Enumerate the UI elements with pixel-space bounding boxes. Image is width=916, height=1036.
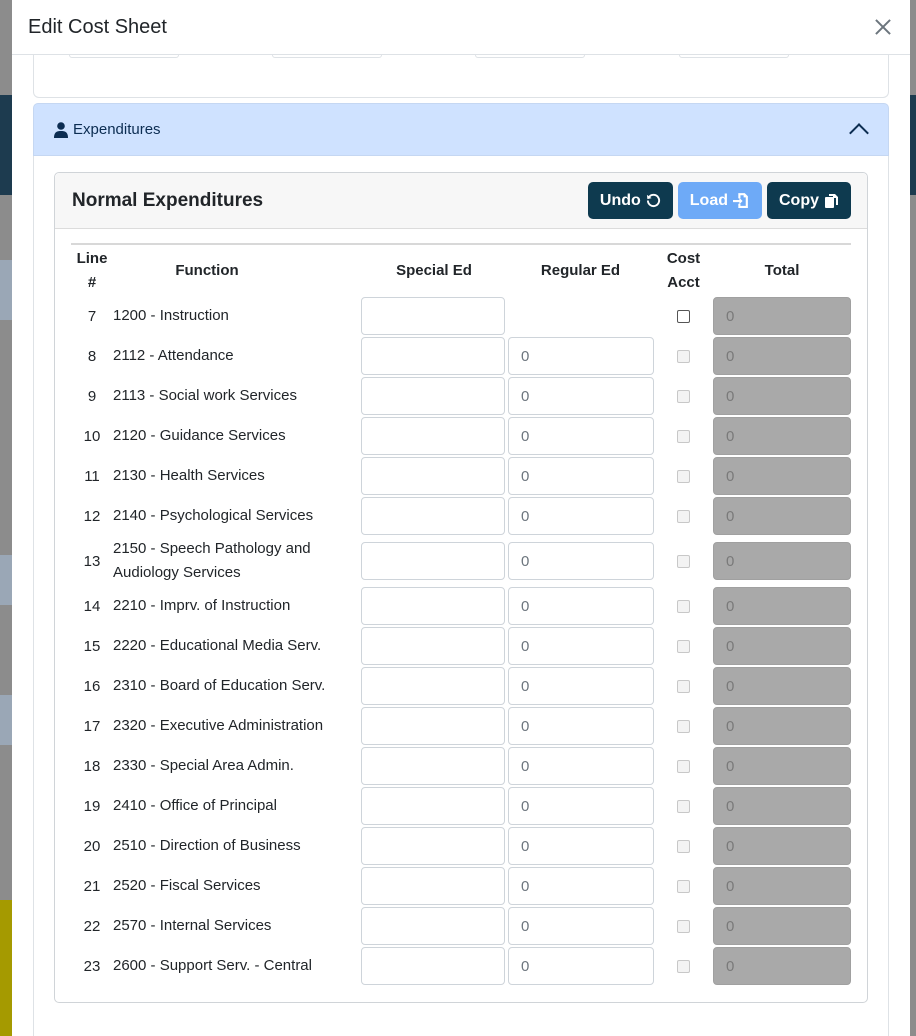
line-number: 12: [83, 507, 101, 525]
total-cell: [713, 747, 851, 785]
regular-ed-input[interactable]: 0: [508, 707, 654, 745]
special-ed-cell: [361, 542, 507, 580]
total-input: 0: [713, 747, 851, 785]
special-ed-input[interactable]: [361, 947, 505, 985]
cost-acct-cell: [654, 555, 713, 568]
normal-expenditures-card: [54, 172, 868, 1003]
function-name: 2210 - Imprv. of Instruction: [113, 597, 291, 614]
total-cell: [713, 667, 851, 705]
chevron-up-icon[interactable]: [849, 123, 869, 143]
accordion-title: Expenditures: [73, 121, 161, 138]
special-ed-cell: [361, 297, 507, 335]
background-panel: [0, 695, 12, 745]
function-name: 2150 - Speech Pathology and Audiology Services: [113, 540, 311, 581]
special-ed-input[interactable]: [361, 827, 505, 865]
person-icon: [54, 122, 68, 138]
cost-acct-cell: [654, 720, 713, 733]
special-ed-input[interactable]: [361, 867, 505, 905]
special-ed-cell: [361, 417, 507, 455]
cost-acct-cell: [654, 800, 713, 813]
table-row: [71, 866, 851, 906]
special-ed-input[interactable]: [361, 337, 505, 375]
regular-ed-input[interactable]: 0: [508, 497, 654, 535]
line-number: 16: [83, 677, 101, 695]
total-cell: [713, 587, 851, 625]
header-cost-acct: Cost Acct: [666, 249, 701, 291]
total-cell: [713, 627, 851, 665]
regular-ed-input[interactable]: 0: [508, 627, 654, 665]
special-ed-cell: [361, 907, 507, 945]
line-number: 21: [83, 877, 101, 895]
previous-section-card: [33, 55, 889, 98]
line-number: 11: [84, 467, 100, 485]
total-input: 0: [713, 787, 851, 825]
cost-acct-checkbox: [677, 555, 690, 568]
function-name: 2510 - Direction of Business: [113, 837, 301, 854]
cost-acct-checkbox: [677, 840, 690, 853]
special-ed-input[interactable]: [361, 417, 505, 455]
cost-acct-checkbox[interactable]: [677, 310, 690, 323]
total-cell: [713, 867, 851, 905]
cost-acct-cell: [654, 510, 713, 523]
background-panel: [0, 555, 12, 605]
edit-cost-sheet-modal: [12, 0, 910, 1036]
cost-acct-cell: [654, 600, 713, 613]
regular-ed-input[interactable]: 0: [508, 587, 654, 625]
special-ed-input[interactable]: [361, 707, 505, 745]
undo-label: Undo: [599, 191, 641, 209]
special-ed-cell: [361, 337, 507, 375]
total-input: 0: [713, 667, 851, 705]
cost-acct-cell: [654, 350, 713, 363]
close-icon[interactable]: [870, 14, 896, 40]
cost-acct-checkbox: [677, 640, 690, 653]
copy-label: Copy: [779, 191, 819, 209]
line-number: 20: [83, 837, 101, 855]
function-name: 2320 - Executive Administration: [113, 717, 324, 734]
header-regular-ed: Regular Ed: [540, 261, 621, 279]
regular-ed-input[interactable]: 0: [508, 827, 654, 865]
total-input: 0: [713, 457, 851, 495]
special-ed-cell: [361, 867, 507, 905]
total-cell: [713, 707, 851, 745]
table-row: [71, 536, 851, 586]
regular-ed-input[interactable]: 0: [508, 417, 654, 455]
regular-ed-cell: [507, 667, 654, 705]
special-ed-cell: [361, 827, 507, 865]
table-row: [71, 376, 851, 416]
regular-ed-cell: [507, 627, 654, 665]
undo-icon: [646, 193, 661, 208]
line-number: 19: [83, 797, 101, 815]
line-number: 14: [83, 597, 101, 615]
table-row: [71, 746, 851, 786]
total-input: 0: [713, 827, 851, 865]
total-cell: [713, 787, 851, 825]
cost-acct-checkbox: [677, 920, 690, 933]
card-actions: [588, 182, 851, 219]
special-ed-cell: [361, 747, 507, 785]
cost-acct-cell: [654, 960, 713, 973]
cost-acct-cell: [654, 390, 713, 403]
table-row: [71, 786, 851, 826]
function-name: 2130 - Health Services: [113, 467, 265, 484]
table-row: [71, 706, 851, 746]
table-header: [71, 243, 851, 296]
regular-ed-cell: [507, 542, 654, 580]
header-line: Line #: [76, 249, 108, 291]
line-number: 7: [87, 307, 97, 325]
table-row: [71, 416, 851, 456]
regular-ed-input[interactable]: 0: [508, 542, 654, 580]
total-cell: [713, 497, 851, 535]
background-panel: [0, 900, 12, 1036]
function-name: 2112 - Attendance: [113, 347, 234, 364]
special-ed-cell: [361, 587, 507, 625]
total-input: 0: [713, 707, 851, 745]
total-cell: [713, 907, 851, 945]
line-number: 22: [83, 917, 101, 935]
field-stub: [475, 55, 585, 58]
cost-acct-checkbox: [677, 510, 690, 523]
function-name: 2520 - Fiscal Services: [113, 877, 261, 894]
function-name: 2310 - Board of Education Serv.: [113, 677, 326, 694]
total-cell: [713, 337, 851, 375]
regular-ed-cell: [507, 787, 654, 825]
line-number: 23: [83, 957, 101, 975]
cost-acct-checkbox: [677, 350, 690, 363]
function-name: 2120 - Guidance Services: [113, 427, 286, 444]
cost-acct-cell: [654, 470, 713, 483]
cost-acct-checkbox: [677, 600, 690, 613]
line-number: 9: [87, 387, 97, 405]
table-row: [71, 586, 851, 626]
special-ed-input[interactable]: [361, 297, 505, 335]
regular-ed-input[interactable]: 0: [508, 787, 654, 825]
cost-acct-cell: [654, 880, 713, 893]
function-name: 2570 - Internal Services: [113, 917, 272, 934]
regular-ed-cell: [507, 587, 654, 625]
line-number: 8: [87, 347, 97, 365]
total-cell: [713, 297, 851, 335]
function-name: 2113 - Social work Services: [113, 387, 297, 404]
header-special-ed: Special Ed: [396, 261, 472, 279]
line-number: 13: [83, 552, 101, 570]
function-name: 2140 - Psychological Services: [113, 507, 314, 524]
total-input: 0: [713, 907, 851, 945]
cost-acct-checkbox: [677, 960, 690, 973]
total-input: 0: [713, 542, 851, 580]
total-cell: [713, 377, 851, 415]
total-cell: [713, 947, 851, 985]
line-number: 18: [83, 757, 101, 775]
table-row: [71, 336, 851, 376]
card-title: Normal Expenditures: [72, 189, 264, 211]
line-number: 15: [83, 637, 101, 655]
special-ed-input[interactable]: [361, 787, 505, 825]
total-input: 0: [713, 947, 851, 985]
line-number: 17: [83, 717, 101, 735]
special-ed-cell: [361, 947, 507, 985]
regular-ed-cell: [507, 747, 654, 785]
background-panel: [0, 260, 12, 320]
special-ed-cell: [361, 377, 507, 415]
special-ed-cell: [361, 667, 507, 705]
total-input: 0: [713, 297, 851, 335]
regular-ed-cell: [507, 497, 654, 535]
total-input: 0: [713, 627, 851, 665]
special-ed-cell: [361, 787, 507, 825]
cost-acct-checkbox: [677, 390, 690, 403]
regular-ed-input[interactable]: 0: [508, 457, 654, 495]
regular-ed-cell: [507, 707, 654, 745]
total-cell: [713, 417, 851, 455]
regular-ed-cell: [507, 457, 654, 495]
field-stub: [679, 55, 789, 58]
regular-ed-cell: [507, 947, 654, 985]
cost-acct-checkbox: [677, 720, 690, 733]
total-input: 0: [713, 497, 851, 535]
cost-acct-cell: [654, 920, 713, 933]
special-ed-input[interactable]: [361, 457, 505, 495]
regular-ed-input[interactable]: 0: [508, 337, 654, 375]
special-ed-input[interactable]: [361, 667, 505, 705]
special-ed-input[interactable]: [361, 747, 505, 785]
special-ed-cell: [361, 497, 507, 535]
cost-acct-cell: [654, 680, 713, 693]
regular-ed-input[interactable]: 0: [508, 867, 654, 905]
file-import-icon: [733, 192, 750, 209]
cost-acct-cell: [654, 840, 713, 853]
total-cell: [713, 457, 851, 495]
special-ed-cell: [361, 707, 507, 745]
load-button[interactable]: [678, 182, 762, 219]
cost-acct-cell: [654, 760, 713, 773]
total-input: 0: [713, 377, 851, 415]
field-stub: [69, 55, 179, 58]
regular-ed-cell: [507, 907, 654, 945]
special-ed-input[interactable]: [361, 542, 505, 580]
special-ed-input[interactable]: [361, 907, 505, 945]
table-row: [71, 906, 851, 946]
cost-acct-cell: [654, 640, 713, 653]
cost-acct-checkbox: [677, 680, 690, 693]
line-number: 10: [83, 427, 101, 445]
field-stub: [272, 55, 382, 58]
card-header: [55, 173, 867, 229]
modal-title: Edit Cost Sheet: [28, 15, 167, 38]
expenditures-table: [71, 243, 851, 986]
function-name: 2220 - Educational Media Serv.: [113, 637, 322, 654]
regular-ed-cell: [507, 377, 654, 415]
special-ed-input[interactable]: [361, 587, 505, 625]
regular-ed-input[interactable]: 0: [508, 907, 654, 945]
cost-acct-checkbox: [677, 880, 690, 893]
regular-ed-cell: [507, 337, 654, 375]
function-name: 2330 - Special Area Admin.: [113, 757, 294, 774]
regular-ed-cell: [507, 827, 654, 865]
copy-button[interactable]: [767, 182, 851, 219]
total-input: 0: [713, 417, 851, 455]
header-total: Total: [764, 261, 800, 279]
cost-acct-cell: [654, 430, 713, 443]
regular-ed-input[interactable]: 0: [508, 667, 654, 705]
table-body: [71, 296, 851, 986]
modal-header: [12, 0, 910, 55]
expenditures-accordion-body: [33, 156, 889, 1036]
total-cell: [713, 542, 851, 580]
table-row: [71, 826, 851, 866]
regular-ed-input[interactable]: 0: [508, 947, 654, 985]
cost-acct-checkbox: [677, 430, 690, 443]
table-row: [71, 456, 851, 496]
total-cell: [713, 827, 851, 865]
total-input: 0: [713, 867, 851, 905]
cost-acct-checkbox: [677, 470, 690, 483]
table-row: [71, 946, 851, 986]
special-ed-cell: [361, 457, 507, 495]
function-name: 2410 - Office of Principal: [113, 797, 277, 814]
regular-ed-cell: [507, 867, 654, 905]
function-name: 2600 - Support Serv. - Central: [113, 957, 312, 974]
header-function: Function: [175, 261, 239, 279]
regular-ed-cell: [507, 417, 654, 455]
table-row: [71, 626, 851, 666]
function-name: 1200 - Instruction: [113, 307, 229, 324]
undo-button[interactable]: [588, 182, 673, 219]
regular-ed-input[interactable]: 0: [508, 377, 654, 415]
load-label: Load: [689, 191, 728, 209]
total-input: 0: [713, 337, 851, 375]
special-ed-input[interactable]: [361, 627, 505, 665]
special-ed-input[interactable]: [361, 377, 505, 415]
table-row: [71, 496, 851, 536]
cost-acct-checkbox: [677, 760, 690, 773]
cost-acct-cell: [654, 310, 713, 323]
table-row: [71, 666, 851, 706]
cost-acct-checkbox: [677, 800, 690, 813]
total-input: 0: [713, 587, 851, 625]
expenditures-accordion-header[interactable]: [33, 103, 889, 156]
special-ed-cell: [361, 627, 507, 665]
copy-icon: [824, 193, 839, 209]
table-row: [71, 296, 851, 336]
special-ed-input[interactable]: [361, 497, 505, 535]
regular-ed-input[interactable]: 0: [508, 747, 654, 785]
